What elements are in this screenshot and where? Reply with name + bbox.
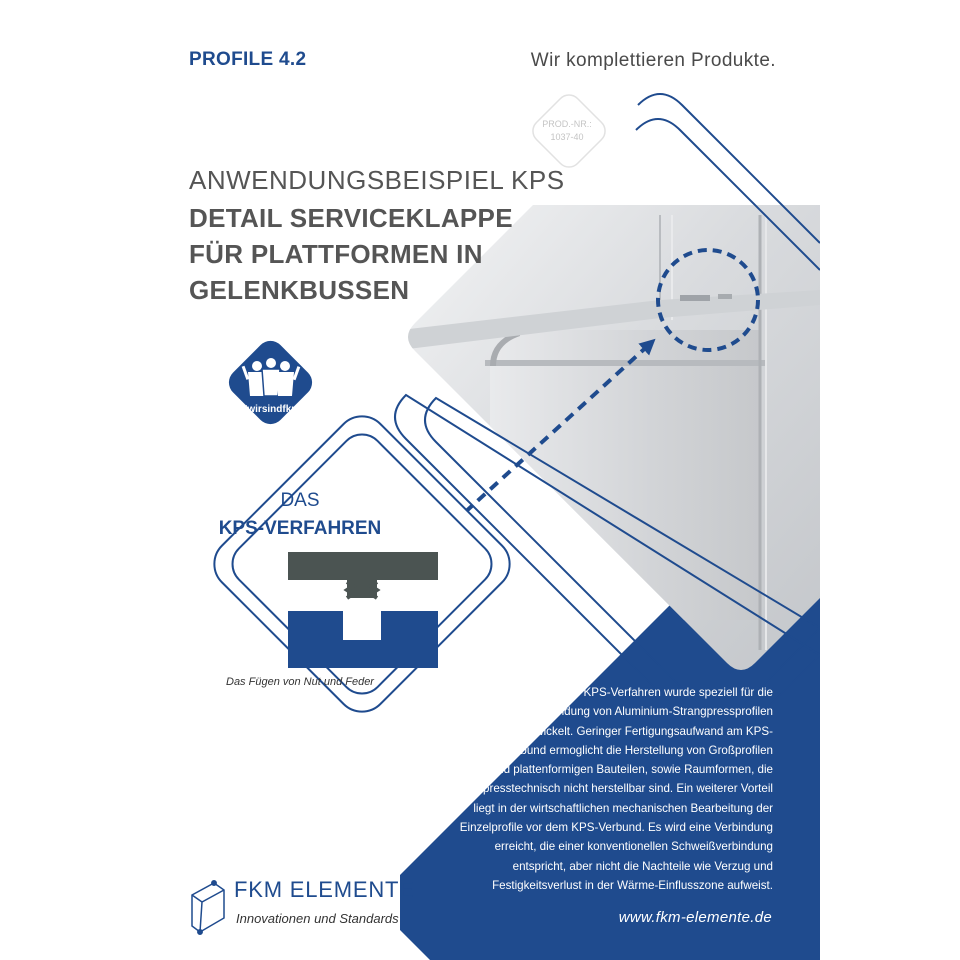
headline-title — [189, 200, 519, 308]
website-link[interactable]: www.fkm-elemente.de — [618, 909, 772, 926]
series-label: PROFILE 4.2 — [189, 49, 307, 70]
body-line: Festigkeitsverlust in der Wärme-Einflusszone aufweist. — [492, 878, 773, 892]
stamp-line-2: 1037-40 — [550, 132, 584, 142]
headline-subtitle: ANWENDUNGSBEISPIEL KPS — [189, 165, 565, 195]
body-line: entspricht, aber nicht die Nachteile wie Verzug und — [512, 859, 773, 873]
body-line: liegt in der wirtschaftlichen mechanischen Bearbeitung der — [473, 801, 773, 815]
body-line: Das KPS-Verfahren wurde speziell für die — [559, 686, 773, 699]
brand-subtitle: Innovationen und Standards — [236, 911, 399, 926]
body-line: erreicht, die einer konventionellen Schweißverbindung — [494, 840, 773, 854]
cube-outline-icon — [192, 881, 224, 934]
body-line: und plattenformigen Bauteilen, sowie Raumformen, die — [490, 763, 773, 777]
headline-title-line: FÜR PLATTFORMEN IN — [189, 239, 483, 269]
body-text — [443, 683, 773, 895]
headline-title-line: DETAIL SERVICEKLAPPE — [189, 203, 513, 233]
body-line: Einzelprofile vor dem KPS-Verbund. Es wird eine Verbindung — [459, 821, 773, 835]
tagline: Wir komplettieren Produkte. — [530, 50, 776, 71]
body-line: presstechnisch nicht herstellbar sind. Ein weiterer Vorteil — [483, 782, 773, 796]
product-stamp — [532, 118, 602, 144]
stamp-line-1: PROD.-NR.: — [542, 119, 592, 129]
brand-name: FKM ELEMENTE — [234, 877, 415, 902]
body-line: Verbund ermoglicht die Herstellung von Großprofilen — [502, 743, 773, 757]
body-line: entwickelt. Geringer Fertigungsaufwand am KPS- — [519, 724, 773, 738]
process-label-top: DAS — [280, 490, 320, 511]
brochure-page — [140, 0, 820, 960]
body-line: Verbindung von Aluminium-Strangpressprofilen — [531, 705, 773, 719]
process-label-main: KPS-VERFAHREN — [218, 518, 382, 539]
headline-title-line: GELENKBUSSEN — [189, 275, 410, 305]
badge-hashtag: #wirsindfkm — [241, 404, 301, 415]
process-caption: Das Fügen von Nut und Feder — [226, 676, 374, 688]
